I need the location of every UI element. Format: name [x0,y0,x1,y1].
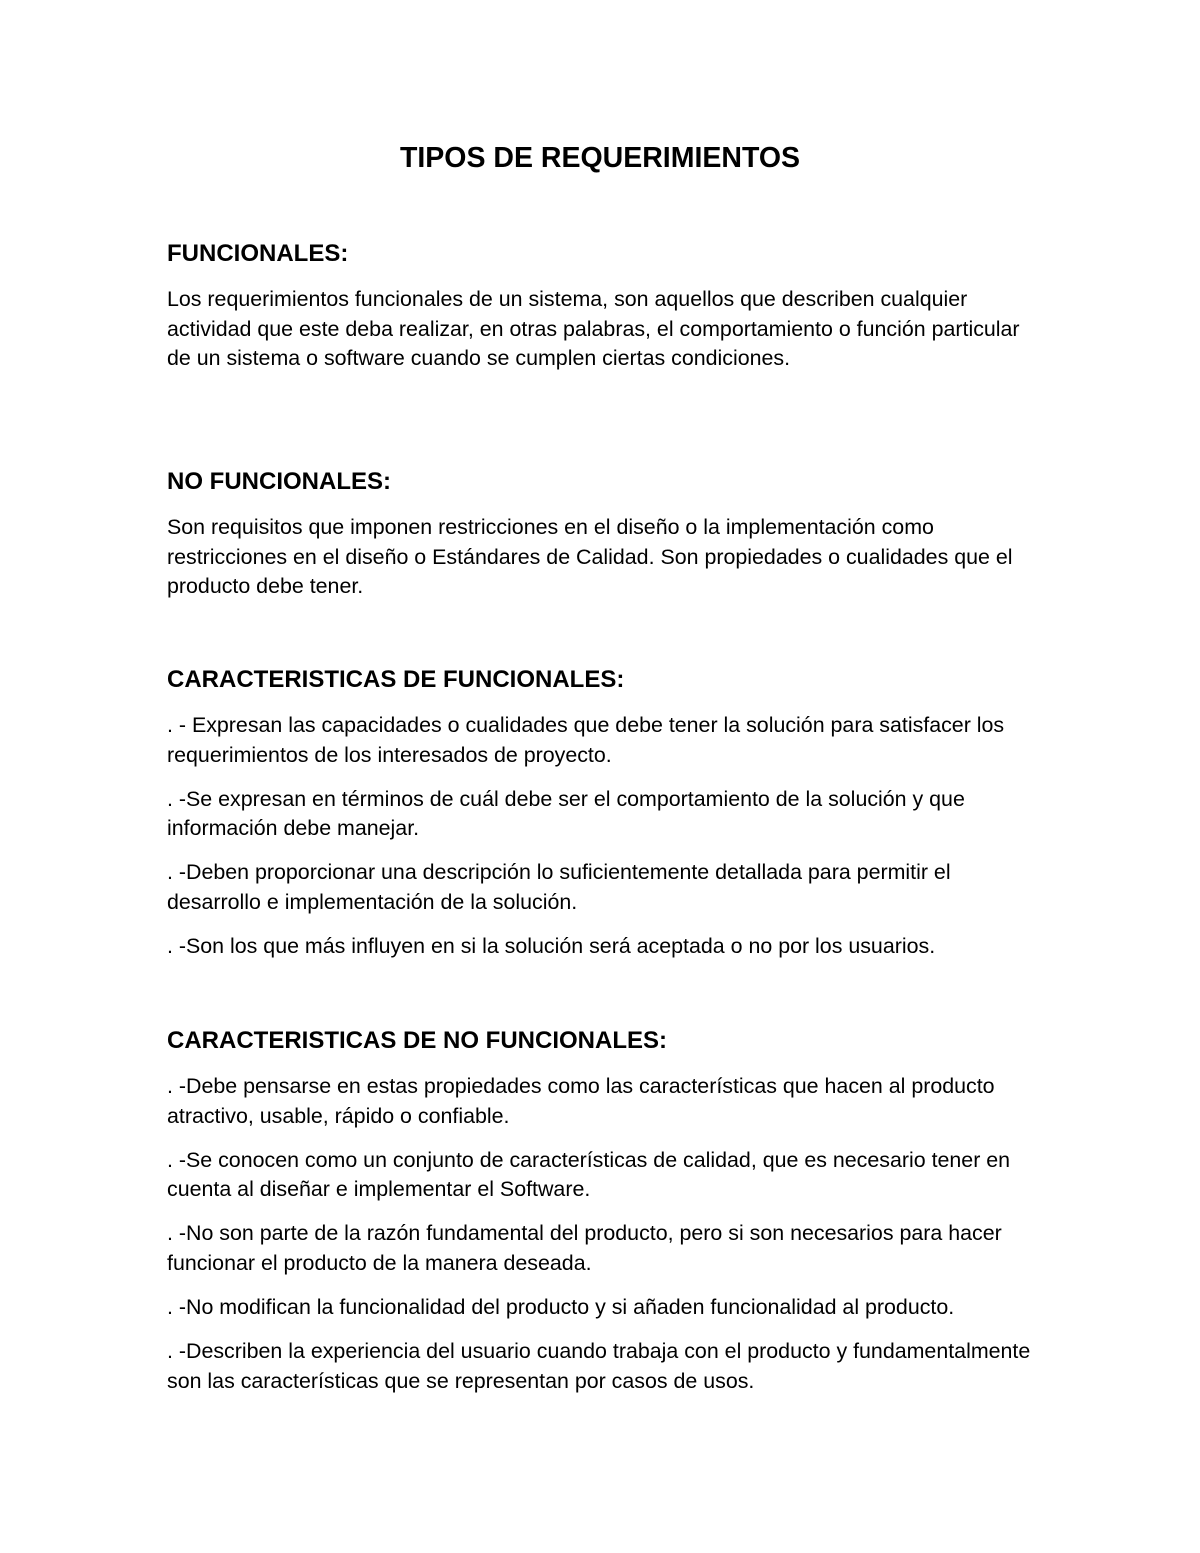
section-heading: CARACTERISTICAS DE NO FUNCIONALES: [167,1027,668,1054]
list-item: . -Debe pensarse en estas propiedades como las características que hacen al producto atractivo, usable, rápido o confiable. [167,1074,995,1128]
section-heading: CARACTERISTICAS DE FUNCIONALES: [167,666,625,693]
list-item: . -Deben proporcionar una descripción lo suficientemente detallada para permitir el desarrollo e implementación de la solución. [167,860,951,914]
section-caracteristicas-no-funcionales [167,1025,1047,1396]
list-item: . -Describen la experiencia del usuario cuando trabaja con el producto y fundamentalmente son las características que se representan por casos de usos. [167,1339,1031,1393]
section-heading: NO FUNCIONALES: [167,468,391,495]
list-item: . -No modifican la funcionalidad del producto y si añaden funcionalidad al producto. [167,1295,955,1320]
section-caracteristicas-funcionales [167,664,1047,962]
section-funcionales [167,238,1047,374]
section-paragraph: Los requerimientos funcionales de un sistema, son aquellos que describen cualquier actividad que este deba realizar, en otras palabras, el comportamiento o función particular de un sistema o software cuando se cumplen ciertas condiciones. [167,287,1020,371]
list-item: . -Se expresan en términos de cuál debe ser el comportamiento de la solución y que información debe manejar. [167,786,965,841]
section-no-funcionales [167,466,1047,602]
bullet-list [167,1072,1047,1396]
section-paragraph: Son requisitos que imponen restricciones en el diseño o la implementación como restricciones en el diseño o Estándares de Calidad. Son propiedades o cualidades que el producto debe tener. [167,515,1013,599]
document-title: TIPOS DE REQUERIMIENTOS [399,142,801,174]
list-item: . -Se conocen como un conjunto de características de calidad, que es necesario tener en cuenta al diseñar e implementar el Software. [167,1147,1011,1202]
list-item: . - Expresan las capacidades o cualidades que debe tener la solución para satisfacer los requerimientos de los interesados de proyecto. [167,713,1005,767]
section-heading: FUNCIONALES: [167,240,349,267]
list-item: . -Son los que más influyen en si la solución será aceptada o no por los usuarios. [167,934,936,959]
bullet-list [167,711,1047,962]
list-item: . -No son parte de la razón fundamental del producto, pero si son necesarios para hacer funcionar el producto de la manera deseada. [167,1221,1002,1275]
